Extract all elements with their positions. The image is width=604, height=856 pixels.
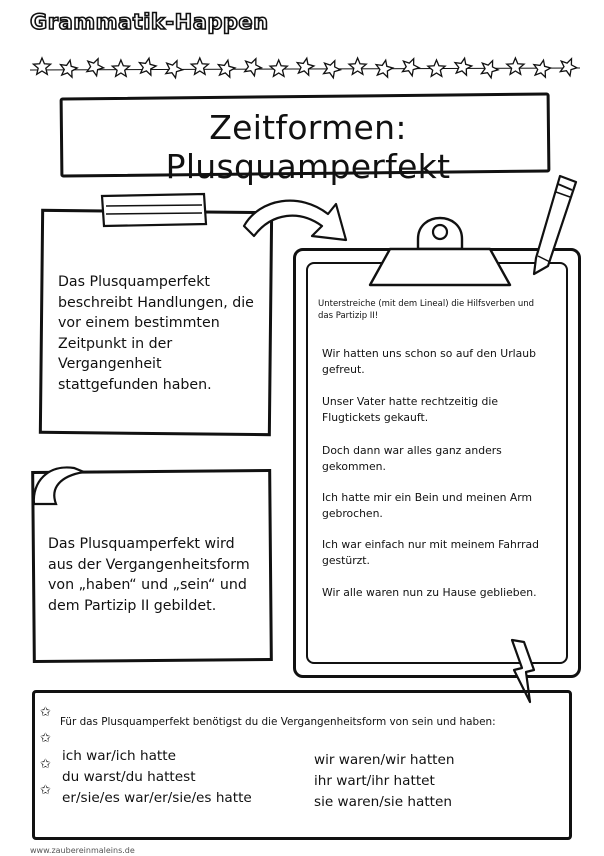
- clipboard-instruction: Unterstreiche (mit dem Lineal) die Hilfsverben und das Partizip II!: [318, 299, 535, 321]
- star-icon: [218, 60, 235, 77]
- star-icon: [245, 59, 262, 76]
- sentence-2: Unser Vater hatte rechtzeitig die Flugtickets gekauft.: [322, 395, 498, 424]
- star-icon: [191, 58, 208, 74]
- star-icon: [403, 59, 420, 76]
- star-icon: [534, 60, 551, 77]
- page-title: Zeitformen: Plusquamperfekt: [165, 108, 451, 186]
- pencil-icon: [528, 170, 588, 280]
- clipboard-clip-icon: [360, 205, 520, 295]
- sentence-1: Wir hatten uns schon so auf den Urlaub gefreut.: [322, 347, 536, 376]
- star-icon: [270, 60, 287, 76]
- svg-text:✩: ✩: [40, 705, 51, 720]
- star-icon: [139, 58, 156, 75]
- star-icon: [324, 61, 341, 78]
- sentence-4: Ich hatte mir ein Bein und meinen Arm gebrochen.: [322, 491, 533, 520]
- star-icon: [61, 60, 78, 77]
- star-icon: [455, 58, 472, 75]
- conjugation-singular: ich war/ich hatte du warst/du hattest er/sie/es war/er/sie/es hatte: [62, 748, 252, 806]
- footer-url: www.zaubereinmaleins.de: [30, 846, 135, 855]
- info-note-1-text: Das Plusquamperfekt beschreibt Handlungen, die vor einem bestimmten Zeitpunkt in der Vergangenheit stattgefunden haben.: [58, 274, 254, 393]
- star-icon: [87, 59, 104, 76]
- svg-text:✩: ✩: [40, 783, 51, 798]
- sentence-6: Wir alle waren nun zu Hause geblieben.: [322, 586, 537, 599]
- star-icon: [428, 60, 445, 76]
- tape-icon: [100, 192, 210, 228]
- star-icon: [33, 58, 50, 74]
- star-icon: [376, 60, 393, 77]
- star-icon: [481, 61, 498, 78]
- svg-text:✩: ✩: [40, 757, 51, 772]
- curved-arrow-icon: [240, 192, 360, 252]
- star-icon: [112, 60, 129, 76]
- page-header-title: Grammatik-Happen: [30, 10, 269, 34]
- star-icon: [297, 58, 314, 75]
- star-icon: [507, 58, 524, 74]
- star-icon: [349, 58, 366, 74]
- conjugation-intro: Für das Plusquamperfekt benötigst du die Vergangenheitsform von sein und haben:: [60, 716, 496, 728]
- star-border: [30, 54, 580, 82]
- sentence-3: Doch dann war alles ganz anders gekommen.: [322, 444, 502, 473]
- info-note-2-text: Das Plusquamperfekt wird aus der Vergangenheitsform von „haben“ und „sein“ und dem Partizip II gebildet.: [48, 536, 250, 614]
- curled-corner-icon: [30, 458, 90, 508]
- star-icon: [166, 61, 183, 78]
- conjugation-plural: wir waren/wir hatten ihr wart/ihr hattet sie waren/sie hatten: [314, 752, 455, 810]
- star-icon: [560, 59, 577, 76]
- sentence-5: Ich war einfach nur mit meinem Fahrrad gestürzt.: [322, 538, 539, 567]
- svg-text:✩: ✩: [40, 731, 51, 746]
- small-stars-left: [38, 694, 58, 804]
